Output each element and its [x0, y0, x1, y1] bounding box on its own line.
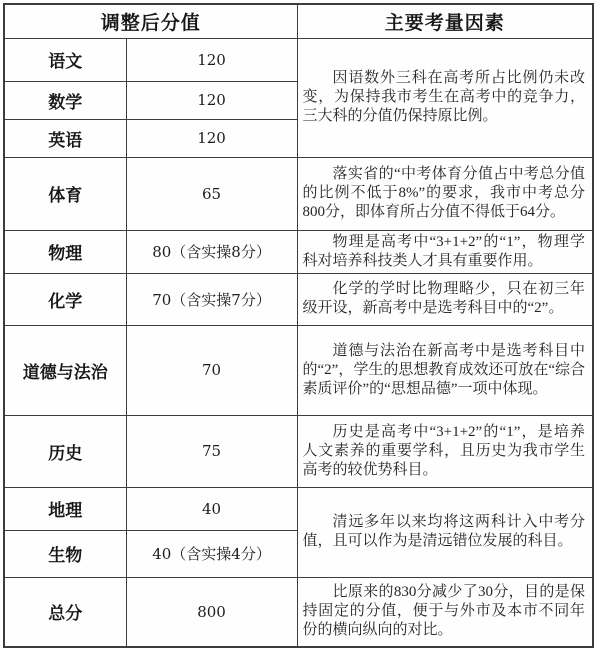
table-row-pe [4, 157, 593, 230]
subject-cell: 语文 [4, 38, 126, 81]
factor-cell [297, 273, 593, 325]
table-row-history [4, 415, 593, 487]
table-row-chinese [4, 38, 593, 81]
subject-cell: 地理 [4, 487, 126, 530]
subject-cell: 总分 [4, 577, 126, 647]
factor-cell [297, 157, 593, 230]
score-cell: 120 [126, 81, 297, 119]
score-cell: 80（含实操8分） [126, 230, 297, 273]
subject-cell: 历史 [4, 415, 126, 487]
subject-cell: 道德与法治 [4, 325, 126, 415]
factor-cell [297, 577, 593, 647]
factor-text: 化学的学时比物理略少，只在初三年级开设，新高考中是选考科目中的“2”。 [302, 281, 586, 316]
score-cell: 120 [126, 38, 297, 81]
factor-cell [297, 325, 593, 415]
factor-text: 比原来的830分减少了30分，目的是保持固定的分值，便于与外市及本市不同年份的横向纵向的对比。 [302, 584, 586, 639]
table-row-morality-law [4, 325, 593, 415]
score-cell: 70（含实操7分） [126, 273, 297, 325]
factor-cell [297, 230, 593, 273]
factor-text: 历史是高考中“3+1+2”的“1”，是培养人文素养的重要学科，且历史为我市学生高考的较优势科目。 [302, 423, 586, 478]
subject-cell: 体育 [4, 157, 126, 230]
score-cell: 120 [126, 119, 297, 157]
factor-cell [297, 415, 593, 487]
score-cell: 75 [126, 415, 297, 487]
header-adjusted-score: 调整后分值 [4, 4, 297, 38]
factor-text: 道德与法治在新高考中是选考科目中的“2”，学生的思想教育成效还可放在“综合素质评价”的“思想品德”一项中体现。 [302, 342, 586, 397]
subject-cell: 生物 [4, 530, 126, 577]
table-row-geography [4, 487, 593, 530]
subject-cell: 英语 [4, 119, 126, 157]
table-header-row [4, 4, 593, 38]
subject-cell: 数学 [4, 81, 126, 119]
score-cell: 800 [126, 577, 297, 647]
factor-text: 落实省的“中考体育分值占中考总分值的比例不低于8%”的要求，我市中考总分800分，即体育所占分值不得低于64分。 [302, 166, 586, 220]
score-cell: 65 [126, 157, 297, 230]
factor-text: 清远多年以来均将这两科计入中考分值，且可以作为是清远错位发展的科目。 [302, 514, 586, 549]
score-cell: 40 [126, 487, 297, 530]
score-cell: 70 [126, 325, 297, 415]
table-row-chemistry [4, 273, 593, 325]
table-row-total [4, 577, 593, 647]
score-cell: 40（含实操4分） [126, 530, 297, 577]
score-adjustment-table [3, 3, 594, 648]
header-main-factors: 主要考量因素 [297, 4, 593, 38]
factor-cell [297, 38, 593, 157]
factor-cell [297, 487, 593, 577]
factor-text: 因语数外三科在高考所占比例仍未改变，为保持我市考生在高考中的竞争力，三大科的分值仍保持原比例。 [302, 70, 586, 124]
factor-text: 物理是高考中“3+1+2”的“1”，物理学科对培养科技类人才具有重要作用。 [302, 233, 586, 269]
table-row-physics [4, 230, 593, 273]
subject-cell: 化学 [4, 273, 126, 325]
subject-cell: 物理 [4, 230, 126, 273]
